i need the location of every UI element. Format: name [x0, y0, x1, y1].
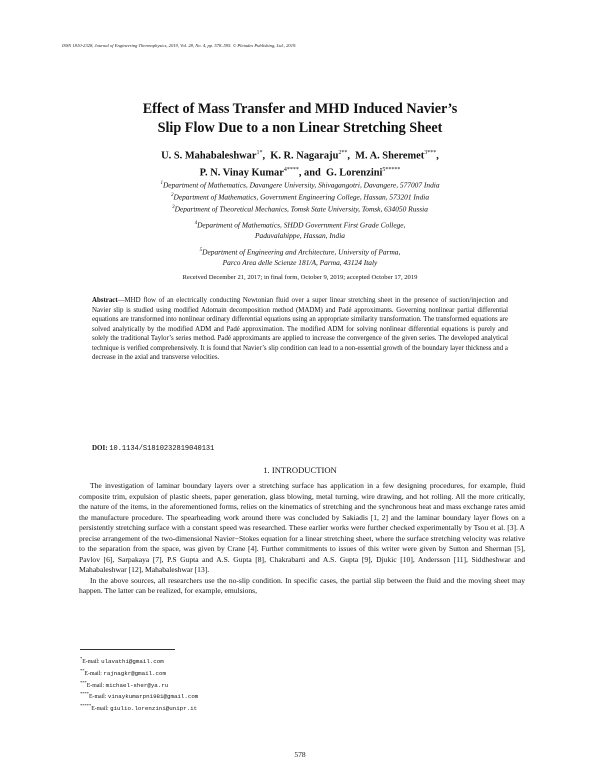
- page-number: 578: [294, 750, 306, 759]
- paragraph: In the above sources, all researchers use the no-slip condition. In specific cases, the partial slip between the fluid and the moving sheet may happen. The latter can be realized, for example, emulsions,: [79, 575, 525, 595]
- introduction-body: [79, 481, 525, 597]
- email-link[interactable]: michael-sher@ya.ru: [105, 681, 169, 689]
- paper-title: [60, 100, 540, 138]
- affiliation-4: $^4$Department of Mathematics, SHDD Government First Grade College,: [194, 220, 406, 230]
- author-name: U. S. Mahabaleshwar: [161, 150, 257, 162]
- abstract-label: Abstract: [92, 297, 118, 304]
- doi-label: DOI:: [92, 444, 108, 452]
- email-link[interactable]: giulio.lorenzini@unipr.it: [110, 705, 198, 713]
- title-line-2: Slip Flow Due to a non Linear Stretching Sheet: [157, 120, 443, 136]
- abstract: [92, 296, 508, 363]
- doi-line: [92, 444, 214, 453]
- author-mark: 4****: [283, 167, 299, 174]
- footnote: ****E-mail: vinaykumarpn1981@gmail.com: [80, 691, 199, 701]
- author-mark: 1*: [256, 150, 263, 156]
- author-mark: 2**: [338, 150, 348, 156]
- author-mark: 5*****: [382, 167, 401, 174]
- author-mark: 3***: [424, 150, 437, 156]
- footnote: *****E-mail: giulio.lorenzini@unipr.it: [80, 703, 198, 713]
- author-name: K. R. Nagaraju: [270, 150, 339, 162]
- author-name: P. N. Vinay Kumar: [199, 167, 284, 179]
- authors-line-2: P. N. Vinay Kumar$^{4****}$, and G. Lorenzini$^{5*****}$: [199, 167, 401, 179]
- email-link[interactable]: ulavathi@gmail.com: [101, 657, 164, 665]
- affiliation-3: $^3$Department of Theoretical Mechanics, Tomsk State University, Tomsk, 634050 Russia: [172, 204, 428, 214]
- affiliations: [70, 179, 530, 269]
- author-list: [60, 146, 540, 181]
- author-name: M. A. Sheremet: [355, 150, 425, 162]
- affiliation-1: $^1$Department of Mathematics, Davangere University, Shivagangotri, Davangere, 577007 India: [160, 180, 440, 190]
- footnote: ***E-mail: michael-sher@ya.ru: [80, 679, 169, 689]
- footnote: *E-mail: ulavathi@gmail.com: [80, 656, 164, 665]
- paragraph: The investigation of laminar boundary layers over a stretching surface has application in a few designing procedures, for example, fluid composite trim, expulsion of plastic sheets, paper generation, glass blowing, metal turning, wire drawing, and hot rolling. All the more critically, the nature of the items, in the aforementioned forms, relies on the kinematics of stretching and the synchronous heat and mass exchange rates amid the manufacture procedure. The spearheading work around there was concluded by Sakiadis [1, 2] and the laminar boundary layer flows on a persistently stretching surface with a constant speed was researched. These earlier works were further checked experimentally by Tsou et al. [3]. A precise arrangement of the two-dimensional Navier−Stokes equation for a linear stretching sheet, where the surface stretching velocity was relative to the separation from the space, was given by Crane [4]. Further commitments to issues of this writer were given by Sutton and Sherman [5], Pavlov [6], Sarpakaya [7], P.S Gupta and A.S. Gupta [8], Chakrabarti and A.S. Gupta [9], Djukic [10], Andersson [11], Siddheshwar and Mahabaleshwar [12], Mahabaleshwar [13].: [79, 481, 525, 574]
- abstract-text: MHD flow of an electrically conducting Newtonian fluid over a super linear stretching sheet in the presence of suction/injection and Navier slip is studied using modified Adomain decomposition method (MADM) and Padé approximants. Governing nonlinear partial differential equations are transformed into nonlinear ordinary differential equations using an appropriate similarity transformation. The transformed equations are solved analytically by the modified ADM and Padé approximation. The modified ADM for solving nonlinear differential equations is purely and solely the traditional Taylor’s series method. Padé approximants are applied to increase the convergence of the given series. The developed analytical technique is verified comprehensively. It is found that Navier’s slip condition can lead to a non-essential growth of the boundary layer thickness and a decrease in the axial and transverse velocities.: [92, 297, 508, 362]
- title-line-1: Effect of Mass Transfer and MHD Induced Navier’s: [142, 101, 458, 117]
- section-heading: 1. INTRODUCTION: [263, 465, 337, 475]
- doi-link[interactable]: 10.1134/S1810232819040131: [109, 445, 215, 453]
- footnotes: [80, 655, 198, 714]
- email-link[interactable]: vinaykumarpn1981@gmail.com: [107, 693, 199, 701]
- affiliation-4-line-2: Paduvalahippe, Hassan, India: [255, 231, 345, 241]
- author-name: G. Lorenzini: [325, 167, 383, 179]
- email-link[interactable]: rajnagkr@gmail.com: [103, 669, 166, 677]
- abstract-dash: —: [117, 297, 125, 304]
- footnote-rule: [80, 649, 175, 650]
- affiliation-2: $^2$Department of Mathematics, Government Engineering College, Hassan, 573201 India: [170, 192, 430, 202]
- affiliation-5-line-2: Parco Area delle Scienze 181/A, Parma, 43124 Italy: [222, 257, 378, 267]
- received-dates: Received December 21, 2017; in final form, October 9, 2019; accepted October 17, 2019: [182, 274, 418, 281]
- affiliation-5: $^5$Department of Engineering and Architecture, University of Parma,: [199, 247, 401, 257]
- footnote: **E-mail: rajnagkr@gmail.com: [80, 667, 166, 677]
- authors-line-1: U. S. Mahabaleshwar$^{1*}$, K. R. Nagaraju$^{2**}$, M. A. Sheremet$^{3***}$,: [161, 150, 439, 162]
- journal-header: ISSN 1810-2328, Journal of Engineering Thermophysics, 2019, Vol. 28, No. 4, pp. 578–595. © Pleiades Publishing, Ltd., 2019.: [62, 43, 297, 48]
